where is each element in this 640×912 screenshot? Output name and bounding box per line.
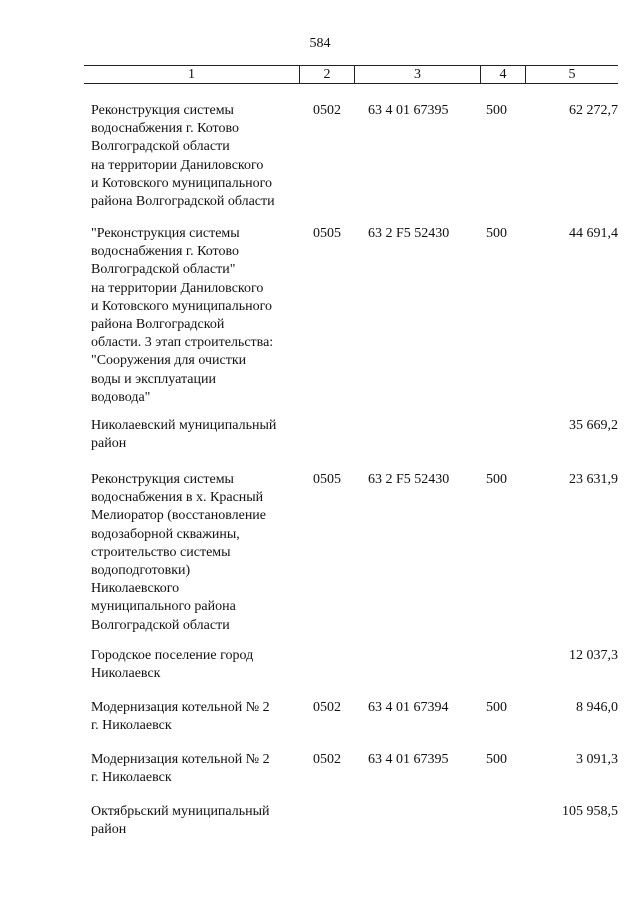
row-name: Реконструкция системы водоснабжения в х. Красный Мелиоратор (восстановление водозаборной скважины, строительство системы водоподготовки) Николаевского муниципального района Волгоградской области xyxy=(91,472,267,633)
row-type: 500 xyxy=(486,752,507,767)
header-col-3: 3 xyxy=(414,67,421,82)
row-section: 0502 xyxy=(313,752,341,767)
row-section: 0505 xyxy=(313,472,341,487)
row-amount: 8 946,0 xyxy=(576,700,618,715)
row-target: 63 2 F5 52430 xyxy=(368,472,450,487)
header-col-2: 2 xyxy=(323,67,331,82)
row-target: 63 2 F5 52430 xyxy=(368,226,450,241)
row-name: Октябрьский муниципальный район xyxy=(91,804,270,838)
row-name: Модернизация котельной № 2 г. Николаевск xyxy=(91,700,270,734)
row-amount: 35 669,2 xyxy=(569,418,618,433)
row-type: 500 xyxy=(486,103,507,118)
table-header xyxy=(84,65,618,84)
row-amount: 62 272,7 xyxy=(569,103,618,118)
row-name: Николаевский муниципальный район xyxy=(91,418,277,452)
row-amount: 44 691,4 xyxy=(569,226,618,241)
page-number: 584 xyxy=(309,36,331,51)
header-col-1: 1 xyxy=(188,67,195,82)
row-target: 63 4 01 67394 xyxy=(368,700,449,715)
row-amount: 105 958,5 xyxy=(562,804,618,819)
row-amount: 12 037,3 xyxy=(569,648,618,663)
row-target: 63 4 01 67395 xyxy=(368,752,449,767)
row-amount: 23 631,9 xyxy=(569,472,618,487)
row-name: Городское поселение город Николаевск xyxy=(91,648,254,682)
row-section: 0505 xyxy=(313,226,341,241)
row-target: 63 4 01 67395 xyxy=(368,103,449,118)
header-col-5: 5 xyxy=(568,67,576,82)
row-name: "Реконструкция системы водоснабжения г. Котово Волгоградской области" на территории Даниловского и Котовского муниципального района Волгоградской области. 3 этап строительства: "Сооружения для очистки воды и эксплуатации водовода" xyxy=(91,226,274,405)
row-section: 0502 xyxy=(313,103,341,118)
row-amount: 3 091,3 xyxy=(576,752,618,767)
row-type: 500 xyxy=(486,472,507,487)
header-col-4: 4 xyxy=(499,67,507,82)
row-name: Модернизация котельной № 2 г. Николаевск xyxy=(91,752,270,786)
row-type: 500 xyxy=(486,226,507,241)
row-type: 500 xyxy=(486,700,507,715)
row-section: 0502 xyxy=(313,700,341,715)
row-name: Реконструкция системы водоснабжения г. Котово Волгоградской области на территории Даниловского и Котовского муниципального района Волгоградской области xyxy=(91,103,275,210)
